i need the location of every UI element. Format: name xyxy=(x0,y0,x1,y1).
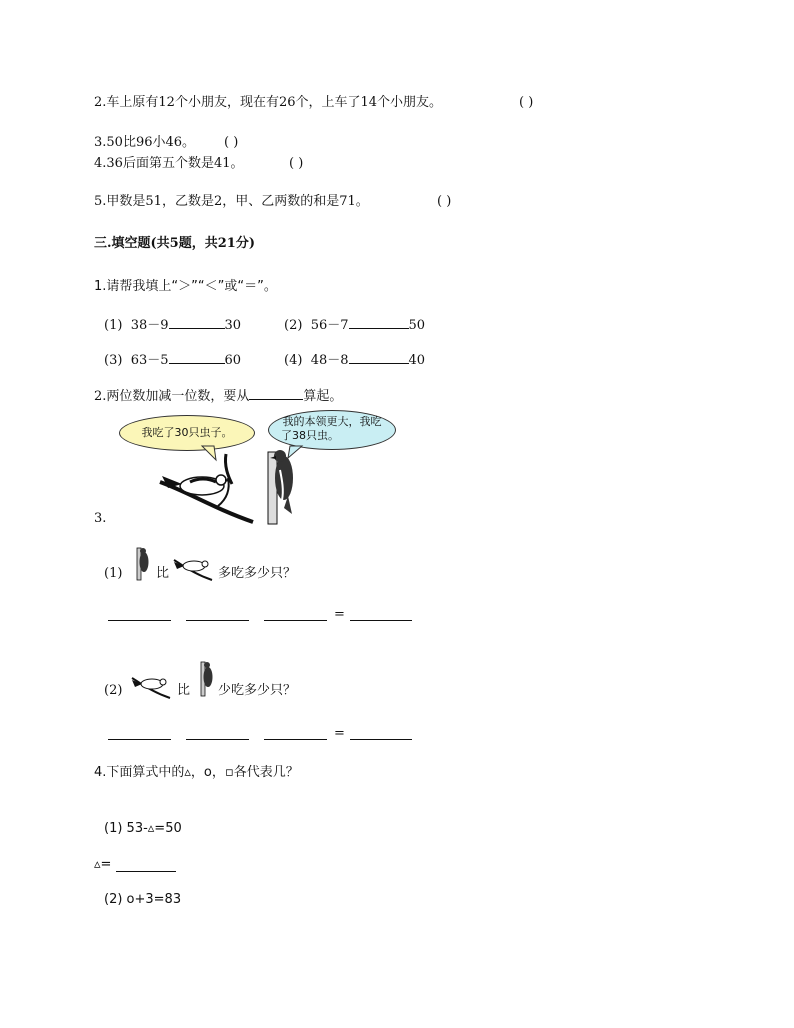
speech-bubble-right: 我的本领更大，我吃 了38只虫。 xyxy=(268,410,396,450)
q1-item-2: (2) 56－7 50 xyxy=(284,318,426,333)
q3-sub2-blank-1[interactable] xyxy=(108,739,171,740)
section-title: 三.填空题(共5题，共21分) xyxy=(94,236,255,251)
woodpecker-small-icon-2 xyxy=(199,660,215,696)
q1-blank-4[interactable] xyxy=(349,351,409,364)
sparrow-small-icon-2 xyxy=(130,672,174,700)
judge-paren-5[interactable]: ( ) xyxy=(437,194,452,209)
judge-paren-3[interactable]: ( ) xyxy=(224,135,239,150)
q3-sub2-label: (2) xyxy=(104,683,123,698)
q4-sub2: (2) o+3=83 xyxy=(104,892,182,907)
q4-sub1: (1) 53-▵=50 xyxy=(104,821,182,836)
q4-prompt: 4.下面算式中的▵，o，▫各代表几？ xyxy=(94,765,299,780)
q3-sub1-blank-3[interactable] xyxy=(264,620,327,621)
judge-paren-2[interactable]: ( ) xyxy=(519,95,534,110)
judge-paren-4[interactable]: ( ) xyxy=(289,156,304,171)
q3-sub2-blank-3[interactable] xyxy=(264,739,327,740)
q3-sub1-label: (1) xyxy=(104,566,123,581)
judge-item-5: 5.甲数是51，乙数是2，甲、乙两数的和是71。 xyxy=(94,194,369,209)
q1-item-1: (1) 38－9 30 xyxy=(104,318,242,333)
judge-item-2: 2.车上原有12个小朋友，现在有26个，上车了14个小朋友。 xyxy=(94,95,443,110)
q1-item-4: (4) 48－8 40 xyxy=(284,353,426,368)
q1-item-3: (3) 63－5 60 xyxy=(104,353,242,368)
q2-prompt: 2.两位数加减一位数，要从 算起。 xyxy=(94,389,343,404)
q3-sub2-bi: 比 xyxy=(177,683,191,698)
q3-sub2-answer[interactable] xyxy=(350,739,412,740)
q2-blank[interactable] xyxy=(249,387,303,400)
q3-sub2-equals: = xyxy=(334,726,345,741)
q3-number: 3. xyxy=(94,511,107,526)
q1-blank-1[interactable] xyxy=(169,316,225,329)
q4-sub1-answer-label: ▵= xyxy=(94,857,112,872)
woodpecker-small-icon xyxy=(135,546,151,580)
q3-sub2-text: 少吃多少只？ xyxy=(218,683,297,698)
q3-sub1-blank-1[interactable] xyxy=(108,620,171,621)
q1-prompt: 1.请帮我填上“＞”“＜”或“＝”。 xyxy=(94,279,277,294)
judge-item-4: 4.36后面第五个数是41。 xyxy=(94,156,244,171)
sparrow-small-icon xyxy=(172,554,216,582)
q3-sub1-bi: 比 xyxy=(156,566,170,581)
q4-sub1-blank[interactable] xyxy=(116,871,176,872)
q3-sub1-equals: = xyxy=(334,607,345,622)
woodpecker-icon xyxy=(262,448,302,524)
q3-sub1-text: 多吃多少只？ xyxy=(218,566,297,581)
judge-item-3: 3.50比96小46。 xyxy=(94,135,196,150)
q1-blank-3[interactable] xyxy=(169,351,225,364)
q1-blank-2[interactable] xyxy=(349,316,409,329)
q3-sub1-answer[interactable] xyxy=(350,620,412,621)
q3-sub1-blank-2[interactable] xyxy=(186,620,249,621)
speech-bubble-left: 我吃了30只虫子。 xyxy=(119,415,255,451)
q3-sub2-blank-2[interactable] xyxy=(186,739,249,740)
